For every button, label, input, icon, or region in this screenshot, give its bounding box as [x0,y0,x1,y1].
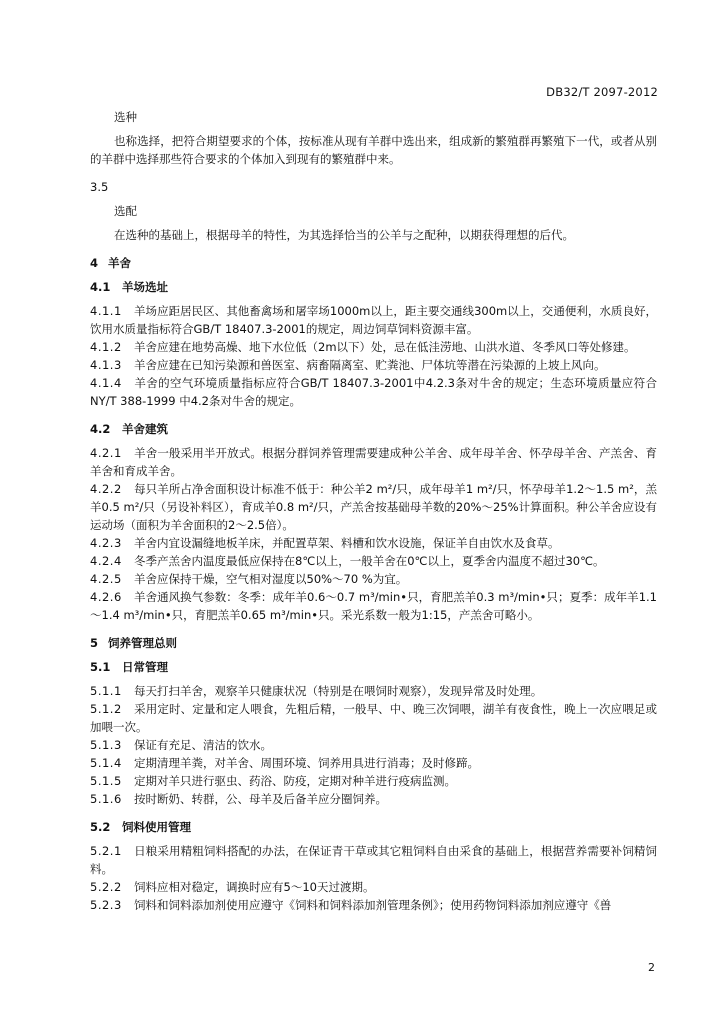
clause-text: 每只羊所占净舍面积设计标准不低于：种公羊2 m²/只，成年母羊1 m²/只，怀孕母羊1.2～1.5 m²，羔羊0.5 m²/只（另设补料区），育成羊0.8 m²/只，产羔舍按基础母羊数的20%～25%计算面积。种公羊舍应设有运动场（面积为羊舍面积的2～2.5倍）。 [90,482,657,532]
clause-text: 冬季产羔舍内温度最低应保持在8℃以上，一般羊舍在0℃以上，夏季舍内温度不超过30℃。 [134,554,605,568]
clause-number: 4.1.1 [90,304,122,318]
clause-number: 4.2.3 [90,536,122,550]
clause-item [90,588,657,624]
subsection-heading [90,420,657,438]
heading-text: 羊舍建筑 [122,422,168,436]
clause-text: 羊舍内宜设漏缝地板羊床，并配置草架、料槽和饮水设施，保证羊自由饮水及食草。 [134,536,560,550]
clause-number: 5.1.3 [90,738,122,752]
heading-text: 日常管理 [122,660,168,674]
clause-number: 4.2.1 [90,446,122,460]
clause-text: 羊舍通风换气参数：冬季：成年羊0.6～0.7 m³/min•只，育肥羔羊0.3 m³/min•只；夏季：成年羊1.1～1.4 m³/min•只，育肥羔羊0.65 m³/min•只。采光系数一般为1:15，产羔舍可略小。 [90,590,657,622]
heading-text: 羊舍 [108,256,131,270]
clause-item [90,374,657,410]
clause-text: 羊舍应建在已知污染源和兽医室、病畜隔离室、贮粪池、尸体坑等潜在污染源的上坡上风向。 [134,358,606,372]
clause-item [90,534,657,552]
clause-number: 5.2.3 [90,898,122,912]
clause-item [90,736,657,754]
clause-text: 饲料和饲料添加剂使用应遵守《饲料和饲料添加剂管理条例》；使用药物饲料添加剂应遵守《兽 [134,898,612,912]
clause-number: 4.1.3 [90,358,122,372]
clause-text: 定期清理羊粪，对羊舍、周围环境、饲养用具进行消毒；及时修蹄。 [134,756,479,770]
term-title: 选配 [114,204,137,218]
clause-number: 4.1.2 [90,340,122,354]
section-heading [90,254,657,272]
clause-text: 羊舍的空气环境质量指标应符合GB/T 18407.3-2001中4.2.3条对牛舍的规定；生态环境质量应符合NY/T 388-1999 中4.2条对牛舍的规定。 [90,376,657,408]
clause-item [90,682,657,700]
heading-number: 5.1 [90,660,111,674]
heading-number: 4 [90,256,99,270]
clause-number: 3.5 [90,180,109,194]
clause-text: 羊场应距居民区、其他畜禽场和屠宰场1000m以上，距主要交通线300m以上，交通便利，水质良好，饮用水质量指标符合GB/T 18407.3-2001的规定，周边饲草饲料资源丰富。 [90,304,657,336]
section-heading [90,634,657,652]
heading-number: 4.2 [90,422,111,436]
clause-item [90,842,657,878]
clause-text: 每天打扫羊舍，观察羊只健康状况（特别是在喂饲时观察），发现异常及时处理。 [134,684,543,698]
clause-item [90,552,657,570]
definition-paragraph: 也称选择，把符合期望要求的个体，按标准从现有羊群中选出来，组成新的繁殖群再繁殖下一代，或者从别的羊群中选择那些符合要求的个体加入到现有的繁殖群中来。 [90,134,657,166]
subsection-heading [90,278,657,296]
heading-text: 饲料使用管理 [122,820,191,834]
clause-text: 羊舍一般采用半开放式。根据分群饲养管理需要建成种公羊舍、成年母羊舍、怀孕母羊舍、产羔舍、育羊舍和育成羊舍。 [90,446,657,478]
heading-number: 4.1 [90,280,111,294]
standard-code: DB32/T 2097-2012 [546,85,658,99]
clause-item [90,356,657,374]
clause-item [90,302,657,338]
clause-item [90,444,657,480]
clause-item [90,790,657,808]
clause-number: 5.2.1 [90,844,122,858]
clause-text: 饲料应相对稳定，调换时应有5～10天过渡期。 [134,880,375,894]
clause-text: 按时断奶、转群，公、母羊及后备羊应分圈饲养。 [134,792,387,806]
clause-item [90,754,657,772]
clause-number: 5.1.6 [90,792,122,806]
clause-number: 4.2.6 [90,590,122,604]
clause-number: 4.2.4 [90,554,122,568]
heading-number: 5.2 [90,820,111,834]
clause-text: 羊舍应保持干燥，空气相对湿度以50%～70 %为宜。 [134,572,408,586]
clause-number: 4.2.5 [90,572,122,586]
clause-number: 5.1.2 [90,702,122,716]
clause-item [90,570,657,588]
clause-number: 4.1.4 [90,376,122,390]
clause-number: 5.2.2 [90,880,122,894]
clause-text: 保证有充足、清洁的饮水。 [134,738,272,752]
subsection-heading [90,658,657,676]
term-title: 选种 [114,110,137,124]
clause-number: 4.2.2 [90,482,122,496]
clause-item [90,480,657,534]
clause-number: 5.1.1 [90,684,122,698]
clause-number: 5.1.4 [90,756,122,770]
clause-text: 定期对羊只进行驱虫、药浴、防疫，定期对种羊进行疫病监测。 [134,774,456,788]
clause-text: 羊舍应建在地势高燥、地下水位低（2m以下）处，忌在低洼涝地、山洪水道、冬季风口等处修建。 [134,340,636,354]
clause-text: 采用定时、定量和定人喂食，先粗后精，一般早、中、晚三次饲喂，湖羊有夜食性，晚上一次应喂足或加喂一次。 [90,702,657,734]
document-body [90,108,657,914]
heading-text: 羊场选址 [122,280,168,294]
clause-number: 5.1.5 [90,774,122,788]
heading-text: 饲养管理总则 [108,636,177,650]
clause-item [90,772,657,790]
clause-item [90,700,657,736]
subsection-heading [90,818,657,836]
heading-number: 5 [90,636,99,650]
clause-item [90,878,657,896]
clause-item [90,338,657,356]
clause-text: 日粮采用精粗饲料搭配的办法，在保证青干草或其它粗饲料自由采食的基础上，根据营养需要补饲精饲料。 [90,844,657,876]
clause-item [90,896,657,914]
definition-paragraph: 在选种的基础上，根据母羊的特性，为其选择恰当的公羊与之配种，以期获得理想的后代。 [114,228,574,242]
page-number: 2 [648,961,655,974]
